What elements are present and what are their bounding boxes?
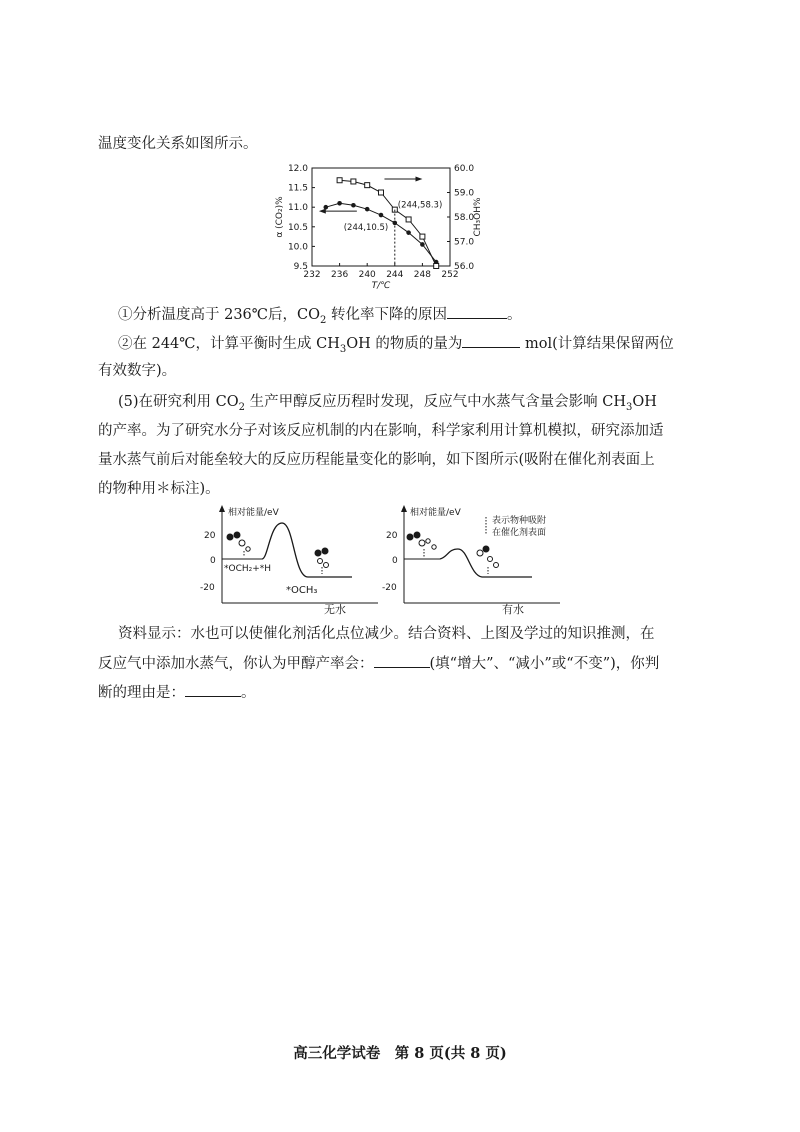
x-tick-label: 236 xyxy=(331,270,349,280)
question-2-line2: 有效数字)。 xyxy=(98,363,177,379)
y-left-tick-label: 11.5 xyxy=(287,183,308,194)
arrow-left-head xyxy=(319,209,326,214)
data-point-right xyxy=(434,264,439,269)
energy-diagram-with-water xyxy=(382,503,582,615)
x-tick-label: 232 xyxy=(303,270,321,280)
label-och2-h: *OCH₂+*H xyxy=(224,564,272,574)
y-right-tick-label: 60.0 xyxy=(454,164,475,174)
y-left-tick-label: 11.0 xyxy=(287,203,308,214)
info-line2: 反应气中添加水蒸气，你认为甲醇产率会： (填“增大”、“减小”或“不变”)，你判 xyxy=(98,653,659,674)
tick-minus20: -20 xyxy=(200,583,215,593)
molecule-icon xyxy=(477,546,499,575)
y-axis-arrow xyxy=(401,505,407,512)
energy-diagram-no-water xyxy=(200,503,390,615)
data-point-left xyxy=(337,201,342,206)
data-point-left xyxy=(351,203,356,208)
data-point-right xyxy=(406,217,411,222)
tick-0: 0 xyxy=(210,556,216,566)
y-right-tick-label: 56.0 xyxy=(454,262,475,272)
answer-blank-3[interactable] xyxy=(374,653,430,668)
annotation-left: (244,10.5) xyxy=(343,222,389,233)
y-left-axis-label: α (CO₂)% xyxy=(275,196,285,238)
data-point-right xyxy=(379,190,384,195)
tick-minus20: -20 xyxy=(382,583,397,593)
data-point-left xyxy=(365,207,370,212)
y-left-tick-label: 9.5 xyxy=(293,262,308,272)
question-1: ①分析温度高于 236℃后，$CO_2$ 转化率下降的原因 。 xyxy=(118,304,521,325)
y-right-tick-label: 57.0 xyxy=(454,237,475,248)
answer-blank-2[interactable] xyxy=(462,333,520,348)
x-tick-label: 240 xyxy=(358,270,376,280)
annotation-right: (244,58.3) xyxy=(397,200,443,211)
answer-blank-1[interactable] xyxy=(447,304,507,319)
x-tick-label: 244 xyxy=(386,270,404,280)
x-tick-label: 252 xyxy=(441,270,459,280)
data-point-right xyxy=(420,234,425,239)
question-5-line4: 的物种用＊标注)。 xyxy=(98,481,220,497)
legend-line2: 在催化剂表面 xyxy=(492,528,547,538)
label-och3: *OCH₃ xyxy=(286,585,318,596)
data-point-right xyxy=(365,183,370,188)
question-5-line2: 的产率。为了研究水分子对该反应机制的内在影响，科学家利用计算机模拟，研究添加适 xyxy=(98,423,664,439)
y-right-axis-label: CH₃OH% xyxy=(473,197,483,237)
intro-line: 温度变化关系如图所示。 xyxy=(98,136,258,152)
temperature-chart xyxy=(250,158,483,298)
y-left-tick-label: 10.0 xyxy=(287,242,308,253)
data-point-right xyxy=(337,178,342,183)
tick-20: 20 xyxy=(204,531,216,541)
caption-with-water: 有水 xyxy=(502,603,524,616)
x-axis-label: T/℃ xyxy=(371,281,391,291)
y-left-tick-label: 10.5 xyxy=(287,222,308,233)
info-line1: 资料显示：水也可以使催化剂活化点位减少。结合资料、上图及学过的知识推测，在 xyxy=(118,626,655,642)
energy-path xyxy=(440,549,532,577)
molecule-icon xyxy=(407,532,437,558)
y-right-tick-label: 59.0 xyxy=(454,188,475,199)
molecule-icon xyxy=(227,532,251,558)
question-2: ②在 244℃，计算平衡时生成 $CH_3OH$ 的物质的量为 mol(计算结果保留两位 xyxy=(118,333,674,354)
answer-blank-4[interactable] xyxy=(185,682,241,697)
data-point-right xyxy=(351,179,356,184)
page-footer: 高三化学试卷 第 8 页(共 8 页) xyxy=(293,1045,507,1062)
tick-20: 20 xyxy=(386,531,398,541)
tick-0: 0 xyxy=(392,556,398,566)
y-right-tick-label: 58.0 xyxy=(454,213,475,223)
y-left-tick-label: 12.0 xyxy=(287,164,308,174)
arrow-right-head xyxy=(416,177,423,182)
info-line3: 断的理由是： 。 xyxy=(98,682,256,703)
data-point-left xyxy=(406,230,411,235)
caption-no-water: 无水 xyxy=(324,603,346,616)
molecule-icon xyxy=(315,548,329,575)
legend-line1: 表示物种吸附 xyxy=(492,516,547,526)
energy-path xyxy=(262,523,352,577)
x-tick-label: 248 xyxy=(413,270,431,280)
y-axis-label: 相对能量/eV xyxy=(410,508,461,518)
data-point-left xyxy=(420,242,425,247)
data-point-left xyxy=(379,213,384,218)
question-5-line1: (5)在研究利用 $CO_2$ 生产甲醇反应历程时发现，反应气中水蒸气含量会影响 $CH_3OH$ xyxy=(118,394,657,413)
y-axis-label: 相对能量/eV xyxy=(228,508,279,518)
y-axis-arrow xyxy=(219,505,225,512)
question-5-line3: 量水蒸气前后对能垒较大的反应历程能量变化的影响，如下图所示(吸附在催化剂表面上 xyxy=(98,452,655,468)
